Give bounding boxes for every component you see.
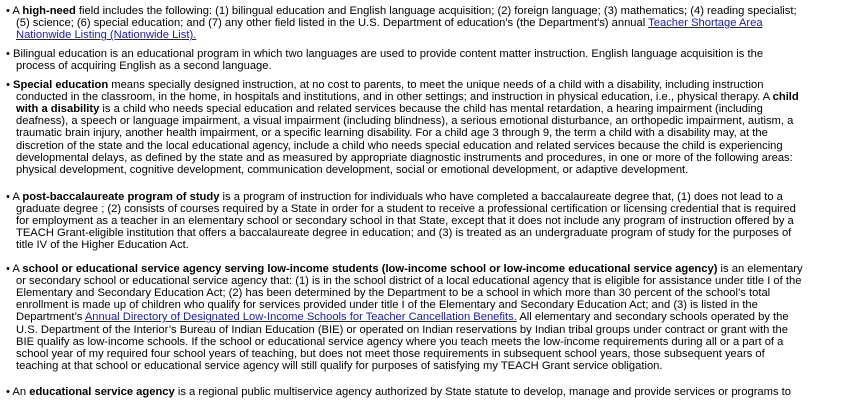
text-run: (5) science; (6) special education; and (7) any other field listed in the U.S. Department of education's (the Department's) annual [16, 17, 649, 30]
bold-term: educational service agency [29, 386, 175, 398]
bullet-icon: • [6, 263, 10, 275]
text-line [6, 48, 763, 60]
reference-link[interactable]: Teacher Shortage Area [648, 17, 763, 30]
text-run: U.S. Department of the Interior’s Bureau of Indian Education (BIE) or operated on Indian reservations by Indian tribal groups under contract or grant with the [16, 323, 788, 336]
text-line [16, 164, 688, 176]
text-run: is a child who needs special education and related services because the child has mental retardation, a hearing impairment (including [99, 103, 763, 116]
text-run: Elementary and Secondary Education Act; (2) has been determined by the Department to be a school in which more than 30 percent of the school’s total [16, 287, 771, 300]
text-line [16, 152, 793, 164]
text-line [16, 275, 801, 287]
bold-term: with a disability [16, 103, 100, 116]
bullet-icon: • [6, 191, 10, 203]
text-run: A [9, 5, 23, 17]
text-line [16, 60, 272, 72]
text-run: enrollment is made up of children who qualify for services provided under title I of the Elementary and Secondary Education Act; and (3) is listed in the [16, 299, 758, 312]
bold-term: child [772, 91, 799, 104]
text-run: for employment as a teacher in an elementary school or secondary school in that State, except that it does not include any program of instruction offered by a [16, 215, 794, 228]
text-run: An [9, 386, 30, 398]
text-run: Department’s [16, 311, 85, 324]
text-run: discretion of the state and the local educational agency, include a child who needs special education and related services because the child is experiencing [16, 139, 783, 152]
text-run: Bilingual education is an educational program in which two languages are used to provide content matter instruction. English language acquisition is the [9, 48, 764, 60]
text-line [16, 324, 788, 336]
text-run: developmental delays, as defined by the state and as measured by appropriate diagnostic instruments and procedures, in one or more of the following areas: [16, 151, 793, 164]
text-line [16, 203, 796, 215]
text-run: physical development, cognitive development, communication development, social or emotional development, or adaptive development. [16, 163, 689, 176]
text-run: means specially designed instruction, at no cost to parents, to meet the unique needs of a child with a disability, including instruction [108, 79, 764, 91]
bold-term: post-baccalaureate program of study [22, 191, 220, 203]
text-line [16, 103, 763, 115]
text-run: TEACH Grant-eligible institution that offers a baccalaureate degree in education; and (3) is treated as an undergraduate program of study for the purposes of [16, 227, 792, 240]
text-run: is a regional public multiservice agency authorized by State statute to develop, manage and provide services or programs to [174, 386, 792, 398]
text-run: is an elementary [717, 263, 803, 275]
text-line [16, 287, 770, 299]
bullet-icon: • [6, 79, 10, 91]
reference-link[interactable]: Nationwide Listing (Nationwide List). [16, 29, 197, 42]
text-run: school year of my required four school years of teaching, but does not meet those requirements in subsequent school years, those subsequent years of [16, 347, 765, 360]
text-line [6, 386, 791, 398]
text-line [16, 336, 783, 348]
text-run: field includes the following: (1) bilingual education and English language acquisition; (2) foreign language; (3) mathematics; (4) reading specialist; [75, 5, 797, 17]
bullet-icon: • [6, 5, 10, 17]
text-run: traumatic brain injury, another health impairment, or a specific learning disability. For a child age 3 through 9, the term a child with a disability may, at the [16, 127, 768, 140]
text-run: teaching at that school or educational service agency will still qualify for purposes of satisfying my TEACH Grant service obligation. [16, 359, 663, 372]
text-run: A [9, 191, 23, 203]
text-run: BIE qualify as low-income schools. If the school or educational service agency where you teach meets the low-income requirements during all or a part of a [16, 335, 784, 348]
bold-term: high-need [22, 5, 76, 17]
text-line [6, 191, 783, 203]
text-line [16, 17, 763, 29]
text-run: process of acquiring English as a second language. [16, 60, 272, 73]
text-run: is a program of instruction for individuals who have completed a baccalaureate degree that, (1) does not lead to a [219, 191, 783, 203]
bold-term: Special education [13, 79, 109, 91]
text-line [6, 5, 797, 17]
text-line [16, 360, 663, 372]
text-line [16, 299, 758, 311]
text-run: title IV of the Higher Education Act. [16, 239, 189, 252]
text-line [6, 263, 803, 275]
text-line [16, 348, 765, 360]
text-run: conducted in the classroom, in the home, in hospitals and institutions, and in other settings; and instruction in physical education, i.e., physical therapy. A [16, 91, 773, 104]
text-line [16, 311, 789, 323]
bullet-icon: • [6, 48, 10, 60]
text-line [16, 127, 768, 139]
text-run: graduate degree ; (2) consists of courses required by a State in order for a student to receive a professional certification or licensing credential that is required [16, 203, 796, 216]
bullet-icon: • [6, 386, 10, 398]
text-line [6, 79, 763, 91]
text-run: A [9, 263, 23, 275]
text-run: or secondary school or educational service agency that: (1) is in the school district of a local educational agency that is eligible for assistance under title I of the [16, 275, 802, 288]
text-line [16, 227, 791, 239]
text-line [16, 91, 799, 103]
text-line [16, 215, 794, 227]
text-run: deafness), a speech or language impairment, a visual impairment (including blindness), a serious emotional disturbance, an orthopedic impairment, autism, a [16, 115, 794, 128]
reference-link[interactable]: Annual Directory of Designated Low-Income Schools for Teacher Cancellation Benefits. [84, 311, 517, 324]
text-line [16, 239, 189, 251]
text-line [16, 115, 793, 127]
bold-term: school or educational service agency serving low-income students (low-income school or low-income educational service agency) [22, 263, 718, 275]
text-run: All elementary and secondary schools operated by the [516, 311, 789, 324]
text-line [16, 29, 196, 41]
text-line [16, 140, 783, 152]
